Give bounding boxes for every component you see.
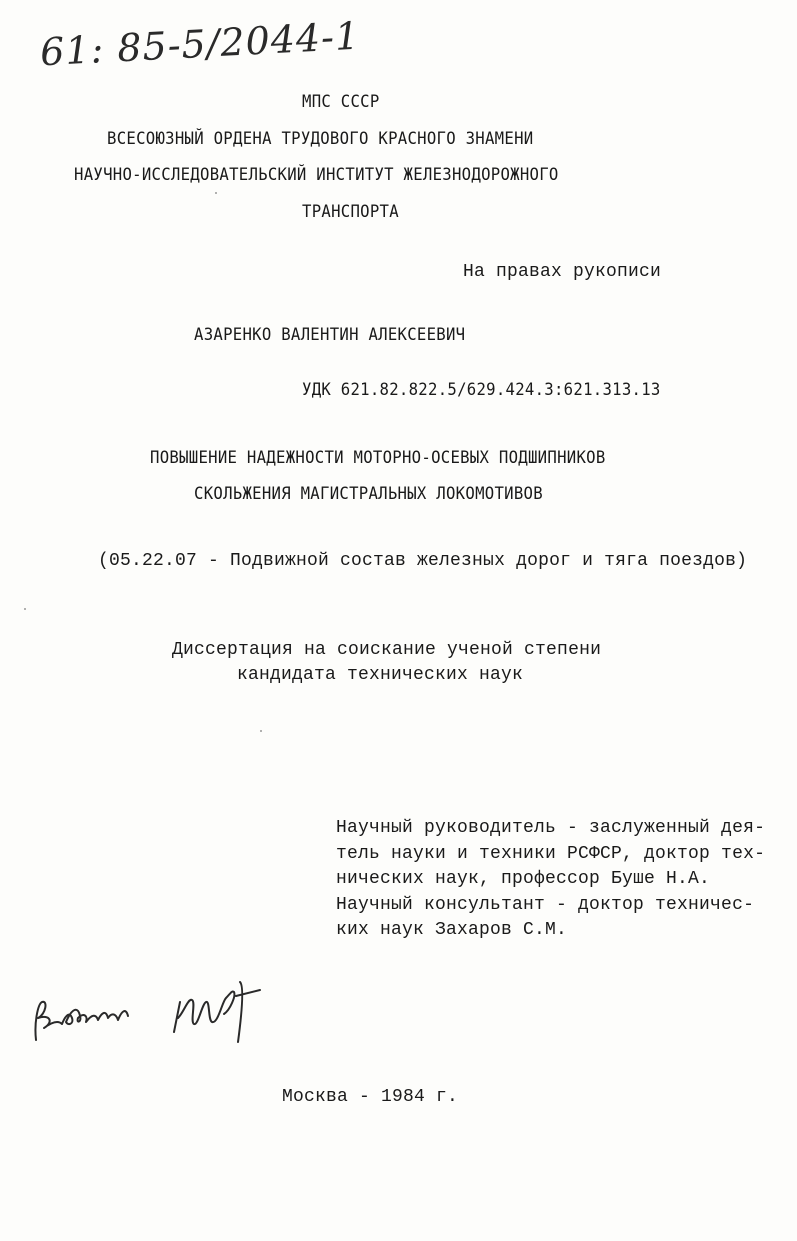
degree-line-1: Диссертация на соискание ученой степени (172, 640, 602, 660)
advisor-line: нических наук, профессор Буше Н.А. (336, 869, 711, 889)
title-line-2: СКОЛЬЖЕНИЯ МАГИСТРАЛЬНЫХ ЛОКОМОТИВОВ (194, 484, 543, 504)
place-and-year: Москва - 1984 г. (282, 1087, 459, 1107)
advisor-line: Научный консультант - доктор техничес- (336, 895, 755, 915)
handwritten-signature (28, 962, 288, 1062)
advisor-line: ких наук Захаров С.М. (336, 920, 568, 940)
advisor-line: тель науки и техники РСФСР, доктор тех- (336, 844, 766, 864)
manuscript-rights: На правах рукописи (463, 262, 662, 282)
paper-speck (24, 608, 26, 610)
institute-line-2: НАУЧНО-ИССЛЕДОВАТЕЛЬСКИЙ ИНСТИТУТ ЖЕЛЕЗНОДОРОЖНОГО (74, 165, 559, 185)
author-name: АЗАРЕНКО ВАЛЕНТИН АЛЕКСЕЕВИЧ (194, 325, 466, 345)
institute-line-3: ТРАНСПОРТА (302, 202, 399, 222)
paper-speck (260, 730, 262, 732)
archive-mark: 61: 85-5/2044-1 (39, 13, 362, 75)
advisor-line: Научный руководитель - заслуженный дея- (336, 818, 766, 838)
specialty-code: (05.22.07 - Подвижной состав железных дорог и тяга поездов) (98, 551, 748, 571)
ministry-name: МПС СССР (302, 92, 380, 112)
udc-code: УДК 621.82.822.5/629.424.3:621.313.13 (302, 380, 661, 400)
institute-line-1: ВСЕСОЮЗНЫЙ ОРДЕНА ТРУДОВОГО КРАСНОГО ЗНАМЕНИ (107, 129, 534, 149)
paper-speck (215, 192, 217, 194)
degree-line-2: кандидата технических наук (237, 665, 524, 685)
title-line-1: ПОВЫШЕНИЕ НАДЕЖНОСТИ МОТОРНО-ОСЕВЫХ ПОДШИПНИКОВ (150, 448, 606, 468)
